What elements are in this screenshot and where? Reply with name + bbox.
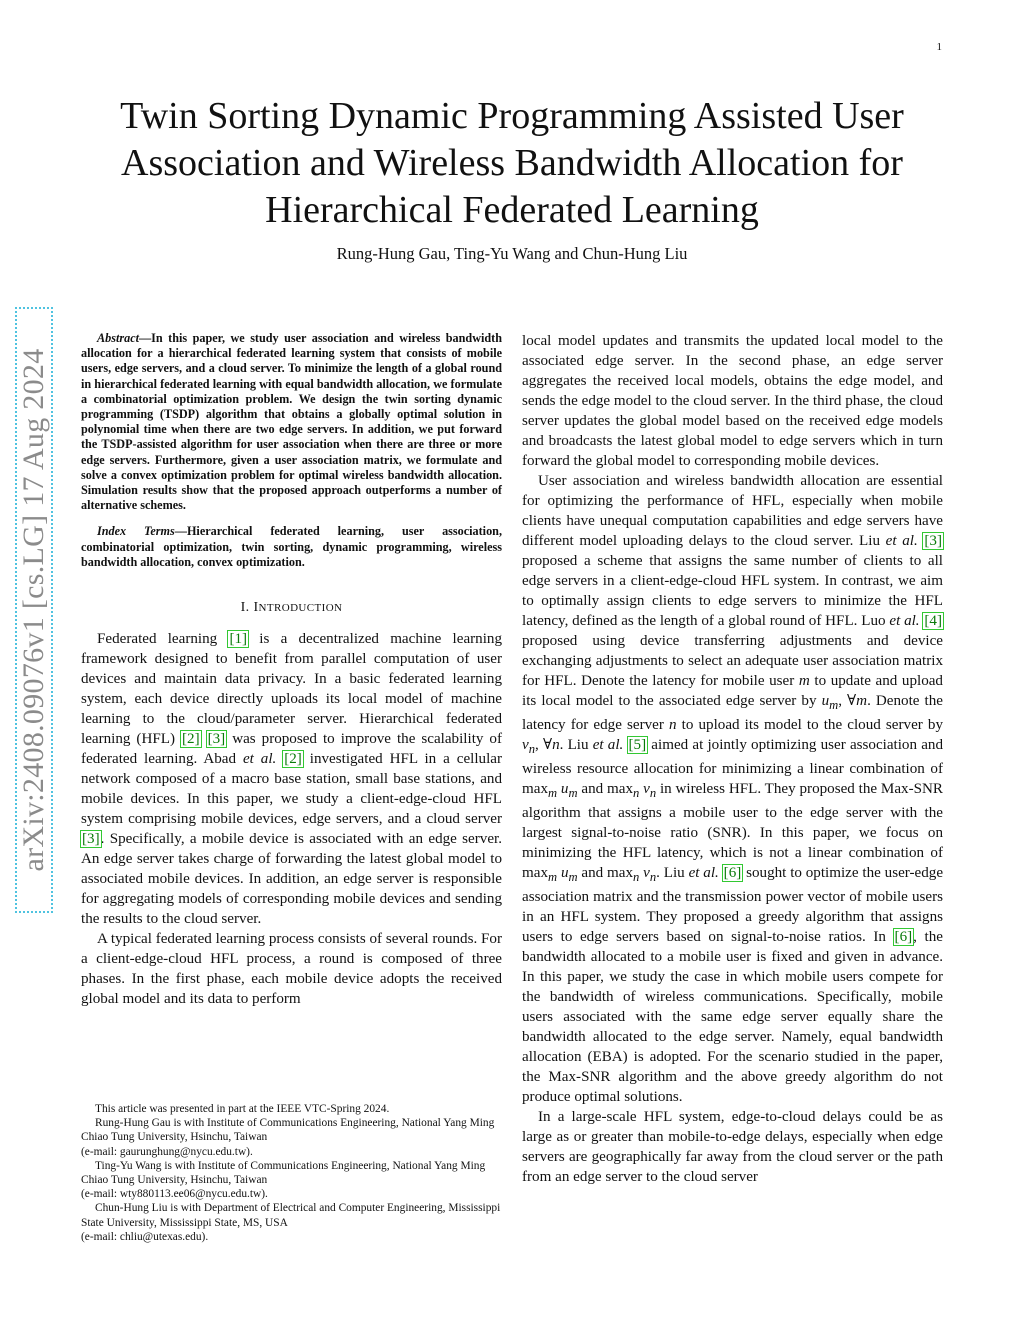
left-column — [81, 331, 502, 1009]
abstract — [81, 331, 502, 513]
arxiv-identifier-text: arXiv:2408.09076v1 [cs.LG] 17 Aug 2024 — [17, 348, 50, 872]
intro-paragraph-2: A typical federated learning process consists of several rounds. For a client-edge-cloud HFL process, a round is composed of three phases. In the first phase, each mobile device adopts the received global model and its data to perform — [81, 931, 502, 1008]
title-line-1: Twin Sorting Dynamic Programming Assisted User — [120, 95, 904, 137]
citation-link[interactable]: [1] — [229, 631, 248, 648]
footnote-email: (e-mail: gaurunghung@nycu.edu.tw). — [81, 1145, 253, 1158]
author-list: Rung-Hung Gau, Ting-Yu Wang and Chun-Hung Liu — [336, 244, 688, 263]
index-terms-text: —Hierarchical federated learning, user association, combinatorial optimization, twin sorting, dynamic programming, wireless bandwidth allocation, convex optimization. — [81, 524, 502, 569]
citation-link[interactable]: [6] — [723, 865, 742, 882]
title-line-3: Hierarchical Federated Learning — [265, 189, 759, 231]
abstract-text: —In this paper, we study user association and wireless bandwidth allocation for a hierarchical federated learning system that consists of mobile users, edge servers, and a cloud server. To minimize the length of a global round in hierarchical federated learning with equal bandwidth allocation, we formulate a combinatorial optimization problem. We design the twin sorting dynamic programming (TSDP) algorithm that obtains a globally optimal solution in polynomial time when there are two edge servers. In addition, we put forward the TSDP-assisted algorithm for user association when there are three or more edge servers. Furthermore, given a user association matrix, we formulate and solve a convex optimization problem for optimal wireless bandwidth allocation. Simulation results show that the proposed approach outperforms a number of alternative schemes. — [81, 331, 502, 513]
citation-link[interactable]: [6] — [894, 929, 913, 946]
footnote-email: (e-mail: chliu@utexas.edu). — [81, 1230, 209, 1243]
footnote: This article was presented in part at the IEEE VTC-Spring 2024. — [95, 1103, 390, 1115]
footnotes — [81, 1102, 502, 1244]
section-heading-introduction: I. INTRODUCTION — [240, 600, 343, 616]
citation-link[interactable]: [4] — [924, 613, 943, 629]
body-paragraph: local model updates and transmits the updated local model to the associated edge server. In the second phase, an edge server aggregates the received local models, obtains the edge model, and sends the edge model to the cloud server. In the third phase, the cloud server updates the global model based on the received edge models and broadcasts the latest global model to edge servers which in turn forward the global model to corresponding mobile devices. — [522, 333, 943, 469]
title-line-2: Association and Wireless Bandwidth Allocation for — [121, 142, 903, 184]
citation-link[interactable]: [2] — [182, 731, 200, 748]
arxiv-identifier-sidebar[interactable] — [15, 307, 53, 913]
citation-link[interactable]: [3] — [82, 831, 100, 848]
citation-link[interactable]: [5] — [628, 737, 647, 754]
footnote-email: (e-mail: wty880113.ee06@nycu.edu.tw). — [81, 1188, 268, 1201]
abstract-label: Abstract — [97, 331, 139, 345]
footnote: Rung-Hung Gau is with Institute of Communications Engineering, National Yang Ming Chiao Tung University, Hsinchu, Taiwan — [81, 1117, 495, 1144]
intro-paragraph-1: Federated learning [1] is a decentralized machine learning framework designed to benefit from parallel computation of user devices and maintain data privacy. In a basic federated learning system, each device directly uploads its local model of machine learning to the cloud/parameter server. Hierarchical federated learning (HFL) [2] [3] was proposed to improve the scalability of federated learning. Abad et al. [2] investigated HFL in a cellular network composed of a macro base station, small base stations, and mobile devices. In this paper, we study a client-edge-cloud HFL system comprising mobile devices, edge servers, and a cloud server [3]. Specifically, a mobile device is associated with an edge server. An edge server takes charge of forwarding the latest global model to associated mobile devices. In addition, an edge server is responsible for aggregating models of corresponding mobile devices and sending the results to the cloud server. — [81, 631, 503, 928]
footnote: Chun-Hung Liu is with Department of Electrical and Computer Engineering, Mississippi State University, Mississippi State, MS, USA — [81, 1202, 501, 1229]
citation-link[interactable]: [3] — [924, 533, 942, 549]
citation-link[interactable]: [3] — [207, 731, 226, 748]
right-column — [522, 331, 943, 1187]
body-paragraph: User association and wireless bandwidth allocation are essential for optimizing the performance of HFL, especially when mobile clients have unequal computation capabilities and edge servers have different model uploading delays to the cloud server. Liu et al. [3] proposed a scheme that assigns the same number of clients to all edge servers in a client-edge-cloud HFL system. In contrast, we aim to optimally assign clients to edge servers to minimize the HFL latency, defined as the length of a global round of HFL. Luo et al. [4] proposed using device transferring adjustments and device exchanging adjustments to select an adequate user association matrix for HFL. Denote the latency for mobile user m to update and upload its local model to the associated edge server by $u_m$, ∀m. Denote the latency for edge server n to upload its model to the cloud server by $v_n$, ∀n. Liu et al. [5] aimed at jointly optimizing user association and wireless resource allocation for minimizing a linear combination of $\max_m u_m$ and $\max_n v_n$ in wireless HFL. They proposed the Max-SNR algorithm that assigns a mobile user to the edge server with the largest signal-to-noise ratio (SNR). In this paper, we focus on minimizing the HFL latency, which is not a linear combination of $\max_m u_m$ and $\max_n v_n$. Liu et al. [6] sought to optimize the user-edge association matrix and the transmission power vector of mobile users in an HFL system. They proposed a greedy algorithm that assigns users to edge servers based on signal-to-noise ratios. In [6], the bandwidth allocated to a mobile user is fixed and given in advance. In this paper, we study the case in which mobile users compete for the bandwidth of wireless communications. Specifically, mobile users associated with the same edge server equally share the bandwidth allocated to the edge server. Namely, equal bandwidth allocation (EBA) is adopted. For the scenario studied in the paper, the Max-SNR algorithm and the above greedy algorithm do not produce optimal solutions. — [522, 473, 944, 1106]
paper-title — [70, 93, 954, 234]
page-number: 1 — [936, 41, 942, 53]
citation-link[interactable]: [2] — [284, 751, 302, 768]
body-paragraph: In a large-scale HFL system, edge-to-cloud delays could be as large as or greater than mobile-to-edge delays, especially when edge servers are geographically far away from the cloud server or the path from an edge server to the cloud server — [522, 1109, 943, 1186]
index-terms-label: Index Terms — [97, 524, 175, 539]
index-terms — [81, 524, 502, 570]
footnote: Ting-Yu Wang is with Institute of Communications Engineering, National Yang Ming Chiao Tung University, Hsinchu, Taiwan — [81, 1159, 486, 1187]
